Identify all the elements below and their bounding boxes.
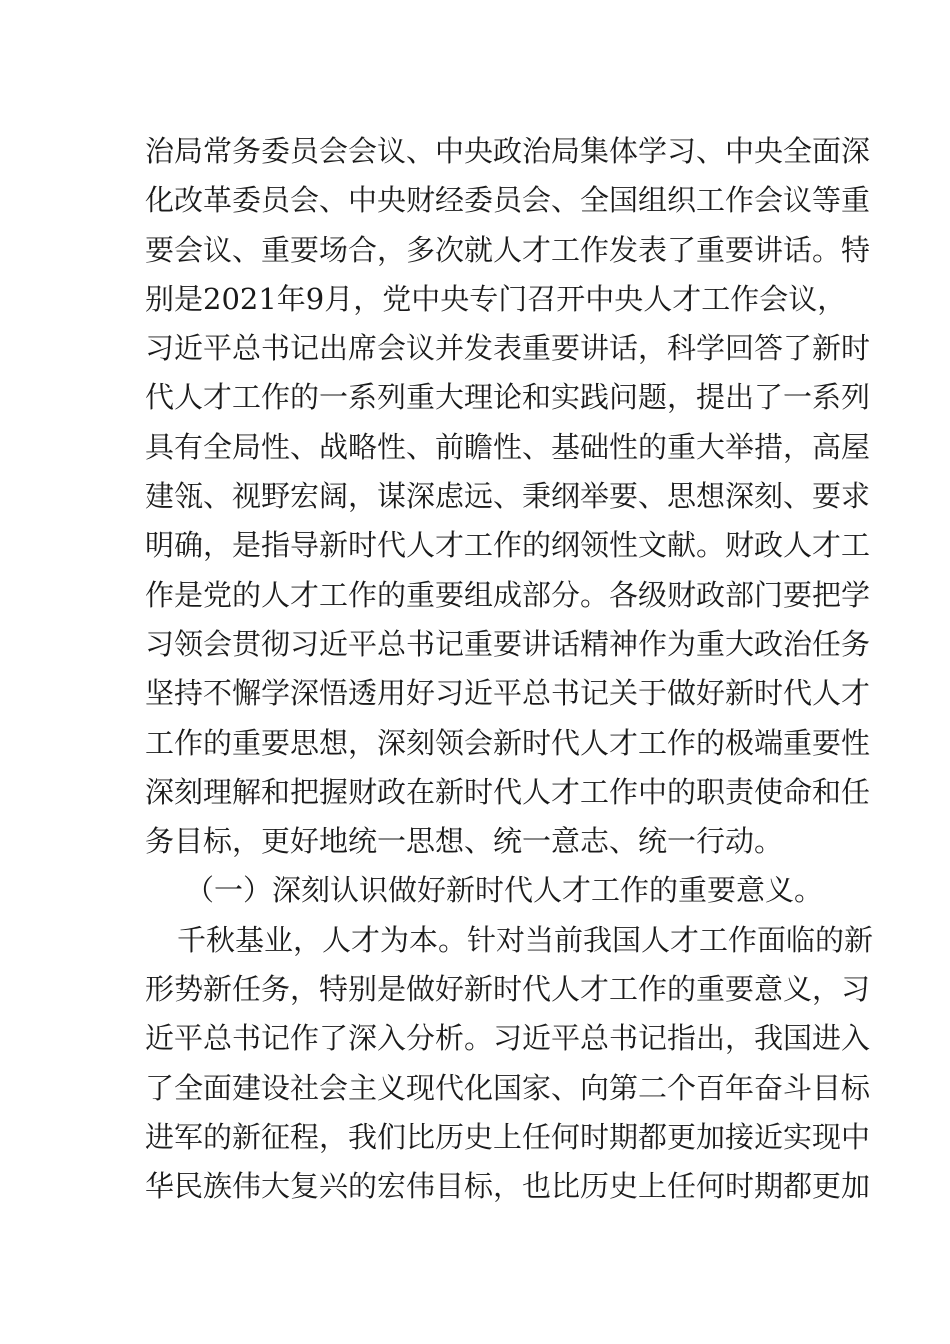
text-line: 坚持不懈学深悟透用好习近平总书记关于做好新时代人才 (145, 676, 871, 711)
text-line: 习领会贯彻习近平总书记重要讲话精神作为重大政治任务 (145, 626, 871, 661)
document-page (145, 127, 874, 1212)
body-paragraph-2 (145, 916, 874, 1212)
text-line: 明确，是指导新时代人才工作的纲领性文献。财政人才工 (145, 528, 871, 563)
text-line: 代人才工作的一系列重大理论和实践问题，提出了一系列 (145, 380, 871, 415)
section-heading: （一）深刻认识做好新时代人才工作的重要意义。 (185, 873, 824, 908)
text-line: 华民族伟大复兴的宏伟目标，也比历史上任何时期都更加 (145, 1169, 871, 1204)
text-line: 千秋基业，人才为本。针对当前我国人才工作面临的新 (177, 922, 874, 957)
text-line: 深刻理解和把握财政在新时代人才工作中的职责使命和任 (145, 774, 871, 809)
body-paragraph-1 (145, 127, 871, 866)
text-line: 近平总书记作了深入分析。习近平总书记指出，我国进入 (145, 1021, 871, 1056)
text-line: 治局常务委员会会议、中央政治局集体学习、中央全面深 (145, 134, 871, 168)
text-line: 务目标，更好地统一思想、统一意志、统一行动。 (145, 824, 784, 859)
text-line: 工作的重要思想，深刻领会新时代人才工作的极端重要性 (145, 725, 871, 760)
text-line: 了全面建设社会主义现代化国家、向第二个百年奋斗目标 (145, 1070, 871, 1105)
text-line: 要会议、重要场合，多次就人才工作发表了重要讲话。特 (145, 232, 871, 267)
text-line: 进军的新征程，我们比历史上任何时期都更加接近实现中 (145, 1119, 871, 1154)
text-line: 化改革委员会、中央财经委员会、全国组织工作会议等重 (145, 183, 871, 218)
text-line: 别是2021年9月，党中央专门召开中央人才工作会议， (145, 281, 847, 316)
text-line: 作是党的人才工作的重要组成部分。各级财政部门要把学 (145, 577, 871, 612)
text-line: 形势新任务，特别是做好新时代人才工作的重要意义，习 (145, 972, 871, 1007)
text-line: 具有全局性、战略性、前瞻性、基础性的重大举措，高屋 (145, 429, 871, 464)
text-line: 建瓴、视野宏阔，谋深虑远、秉纲举要、思想深刻、要求 (145, 479, 871, 514)
text-line: 习近平总书记出席会议并发表重要讲话，科学回答了新时 (145, 331, 871, 366)
